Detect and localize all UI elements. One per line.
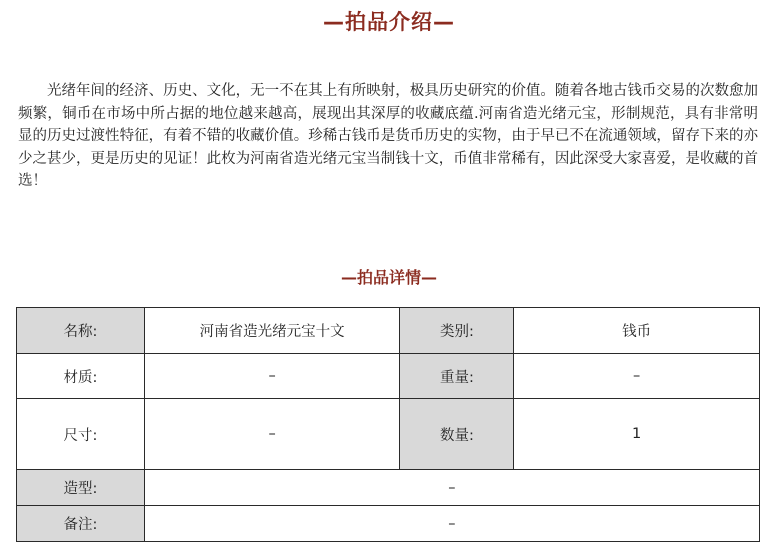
remarks-label: 备注:: [17, 506, 145, 542]
table-row: [17, 354, 760, 399]
intro-paragraph: 光绪年间的经济、历史、文化，无一不在其上有所映射，极具历史研究的价值。随着各地古钱币交易的次数愈加频繁，铜币在市场中所占据的地位越来越高，展现出其深厚的收藏底蕴.河南省造光绪元宝，形制规范，具有非常明显的历史过渡性特征，有着不错的收藏价值。珍稀古钱币是货币历史的实物，由于早已不在流通领域，留存下来的亦少之甚少，更是历史的见证！此枚为河南省造光绪元宝当制钱十文，币值非常稀有，因此深受大家喜爱，是收藏的首选！: [18, 83, 758, 189]
details-table: [16, 307, 760, 542]
category-label: 类别:: [400, 308, 514, 354]
remarks-value: –: [144, 506, 759, 542]
shape-label: 造型:: [17, 470, 145, 506]
table-row: [17, 506, 760, 542]
table-row: [17, 470, 760, 506]
weight-value: –: [514, 354, 760, 399]
size-label: 尺寸:: [17, 399, 145, 470]
weight-label: 重量:: [400, 354, 514, 399]
quantity-label: 数量:: [400, 399, 514, 470]
quantity-value: 1: [514, 399, 760, 470]
name-value: 河南省造光绪元宝十文: [144, 308, 400, 354]
category-value: 钱币: [514, 308, 760, 354]
table-row: [17, 399, 760, 470]
name-label: 名称:: [17, 308, 145, 354]
material-value: –: [144, 354, 400, 399]
shape-value: –: [144, 470, 759, 506]
details-section-title: —拍品详情—: [340, 268, 437, 287]
intro-section-title: —拍品介绍—: [323, 10, 455, 34]
size-value: –: [144, 399, 400, 470]
table-row: [17, 308, 760, 354]
material-label: 材质:: [17, 354, 145, 399]
